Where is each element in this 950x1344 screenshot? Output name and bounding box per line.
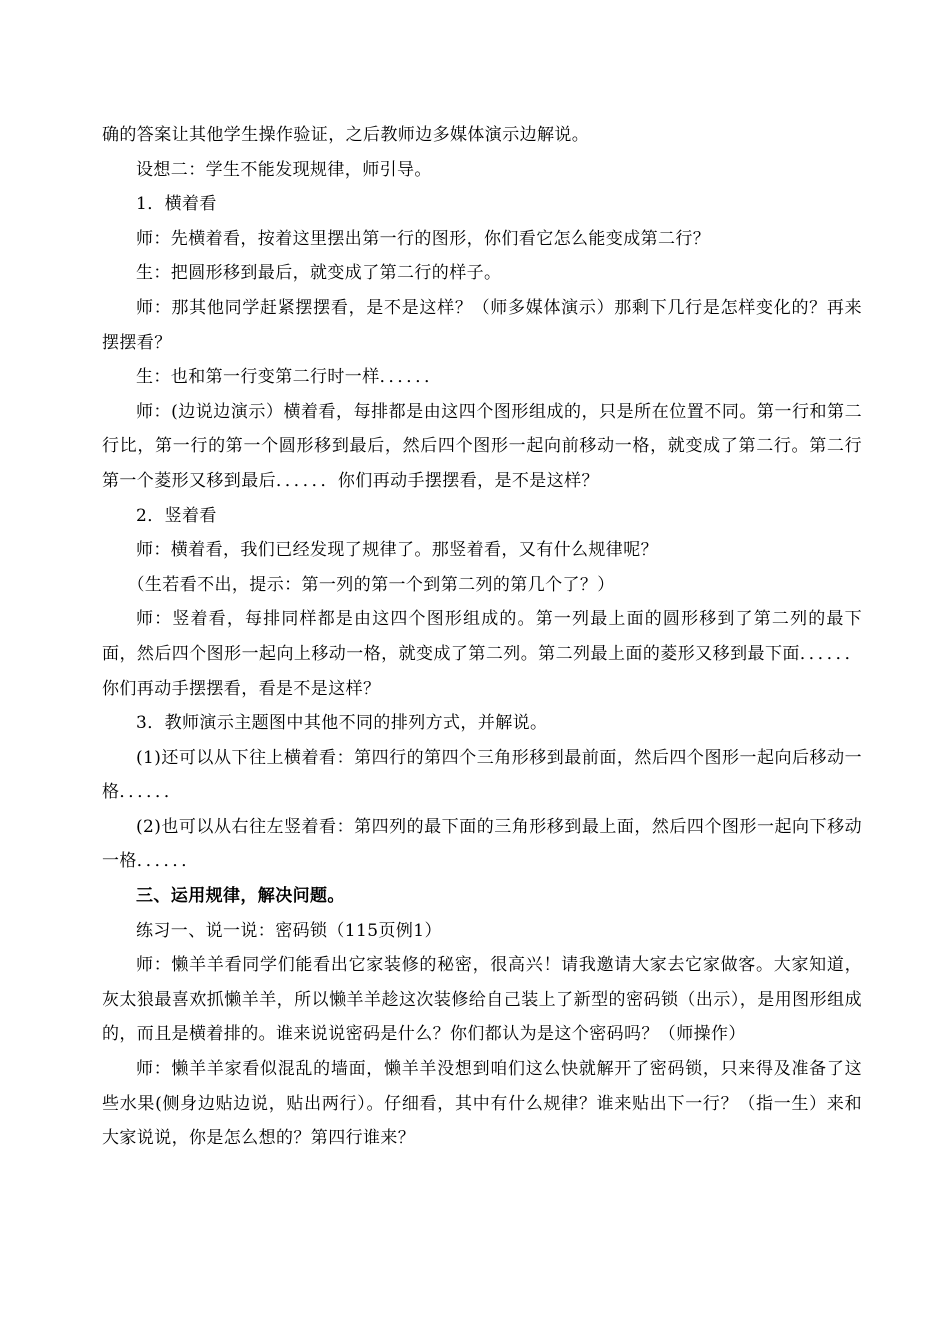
- subheading-horizontal: 1．横着看: [136, 194, 217, 215]
- paragraph-teacher-4: 师：横着看，我们已经发现了规律了。那竖着看，又有什么规律呢？: [136, 540, 658, 561]
- subheading-demo: 3．教师演示主题图中其他不同的排列方式，并解说。: [136, 713, 548, 734]
- paragraph-teacher-5: 师：竖着看，每排同样都是由这四个图形组成的。第一列最上面的圆形移到了第二列的最下面，然后四个图形一起向上移动一格，就变成了第二列。第二列最上面的菱形又移到最下面．．．．．．你们再动手摆摆看，看是不是这样？: [102, 609, 862, 699]
- subheading-vertical: 2．竖着看: [136, 505, 217, 526]
- paragraph-continuation: 确的答案让其他学生操作验证，之后教师边多媒体演示边解说。: [102, 125, 590, 145]
- paragraph-teacher-3: 师：(边说边演示）横着看，每排都是由这四个图形组成的，只是所在位置不同。第一行和第二行比，第一行的第一个圆形移到最后，然后四个图形一起向前移动一格，就变成了第二行。第二行第一个菱形又移到最后．．．．．．你们再动手摆摆看，是不是这样？: [102, 401, 862, 491]
- paragraph-teacher-6: 师：懒羊羊看同学们能看出它家装修的秘密，很高兴！请我邀请大家去它家做客。大家知道，灰太狼最喜欢抓懒羊羊，所以懒羊羊趁这次装修给自己装上了新型的密码锁（出示），是用图形组成的，而且是横着排的。谁来说说密码是什么？你们都认为是这个密码吗？（师操作）: [102, 955, 862, 1045]
- paragraph-teacher-7: 师：懒羊羊家看似混乱的墙面，懒羊羊没想到咱们这么快就解开了密码锁，只来得及准备了这些水果(侧身边贴边说，贴出两行）。仔细看，其中有什么规律？谁来贴出下一行？（指一生）来和大家说说，你是怎么想的？第四行谁来？: [102, 1059, 862, 1149]
- paragraph-exercise-1: 练习一、说一说：密码锁（115页例1）: [136, 920, 442, 941]
- paragraph-teacher-1: 师：先横着看，按着这里摆出第一行的图形，你们看它怎么能变成第二行？: [136, 228, 711, 249]
- paragraph-item-1: (1)还可以从下往上横着看：第四行的第四个三角形移到最前面，然后四个图形一起向后移动一格．．．．．．: [102, 747, 862, 803]
- paragraph-hint: （生若看不出，提示：第一列的第一个到第二列的第几个了？）: [127, 574, 615, 595]
- paragraph-hypothesis-two: 设想二：学生不能发现规律，师引导。: [136, 159, 432, 180]
- paragraph-student-2: 生：也和第一行变第二行时一样．．．．．．: [136, 367, 442, 388]
- document-body: [102, 118, 862, 1156]
- section-heading-apply-rules: 三、运用规律，解决问题。: [136, 886, 345, 907]
- paragraph-teacher-2: 师：那其他同学赶紧摆摆看，是不是这样？（师多媒体演示）那剩下几行是怎样变化的？再来摆摆看？: [102, 297, 862, 353]
- paragraph-student-1: 生：把圆形移到最后，就变成了第二行的样子。: [136, 263, 502, 284]
- paragraph-item-2: (2)也可以从右往左竖着看：第四列的最下面的三角形移到最上面，然后四个图形一起向下移动一格．．．．．．: [102, 816, 862, 872]
